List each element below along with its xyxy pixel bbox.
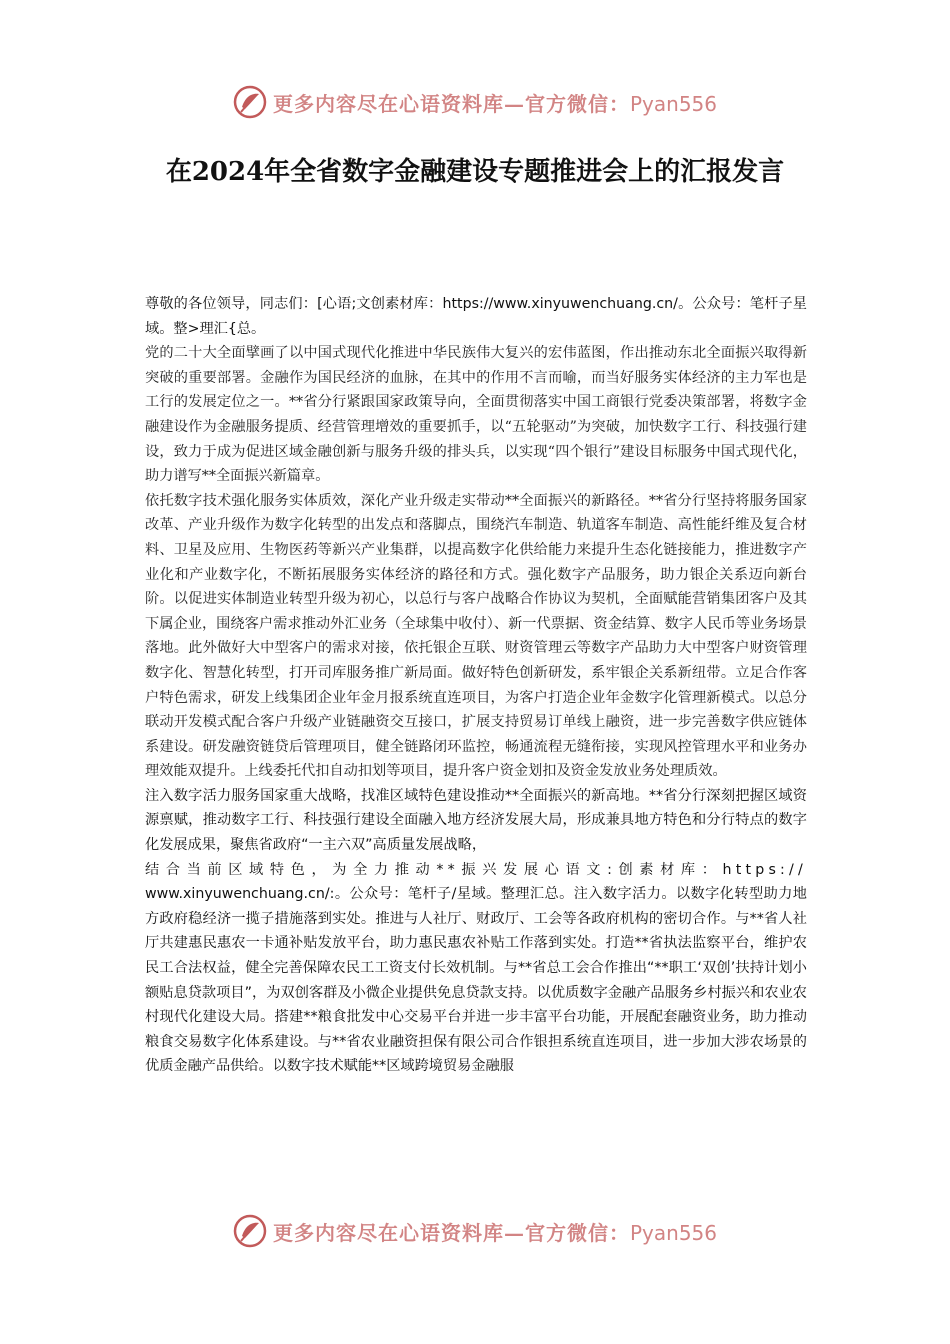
logo-icon: [233, 85, 267, 119]
paragraph-3: 注入数字活力服务国家重大战略，找准区域特色建设推动**全面振兴的新高地。**省分行深刻把握区域资源禀赋，推动数字工行、科技强行建设全面融入地方经济发展大局，形成兼具地方特色和分行特点的数字化发展成果，聚焦省政府“一主六双”高质量发展战略，: [145, 787, 807, 854]
footer-wechat-id: Pyan556: [629, 1220, 717, 1245]
header-wechat-id: Pyan556: [629, 91, 717, 116]
page-title: 在2024年全省数字金融建设专题推进会上的汇报发言: [165, 157, 785, 187]
logo-icon: [233, 1214, 267, 1248]
footer-banner: [0, 1209, 950, 1253]
header-banner: [0, 80, 950, 124]
paragraph-2: 依托数字技术强化服务实体质效，深化产业升级走实带动**全面振兴的新路径。**省分行坚持将服务国家改革、产业升级作为数字化转型的出发点和落脚点，围绕汽车制造、轨道客车制造、高性能纤维及复合材料、卫星及应用、生物医药等新兴产业集群，以提高数字化供给能力来提升生态化链接能力，推进数字产业化和产业数字化，不断拓展服务实体经济的路径和方式。强化数字产品服务，助力银企关系迈向新台阶。以促进实体制造业转型升级为初心，以总行与客户战略合作协议为契机，全面赋能营销集团客户及其下属企业，围绕客户需求推动外汇业务（全球集中收付）、新一代票据、资金结算、数字人民币等业务场景落地。此外做好大中型客户的需求对接，依托银企互联、财资管理云等数字产品助力大中型客户财资管理数字化、智慧化转型，打开司库服务推广新局面。做好特色创新研发，系牢银企关系新纽带。立足合作客户特色需求，研发上线集团企业年金月报系统直连项目，为客户打造企业年金数字化管理新模式。以总分联动开发模式配合客户升级产业链融资交互接口，扩展支持贸易订单线上融资，进一步完善数字供应链体系建设。研发融资链贷后管理项目，健全链路闭环监控，畅通流程无缝衔接，实现风控管理水平和业务办理效能双提升。上线委托代扣自动扣划等项目，提升客户资金划扣及资金发放业务处理质效。: [145, 492, 807, 780]
paragraph-1: 党的二十大全面擘画了以中国式现代化推进中华民族伟大复兴的宏伟蓝图，作出推动东北全面振兴取得新突破的重要部署。金融作为国民经济的血脉，在其中的作用不言而喻，而当好服务实体经济的主力军也是工行的发展定位之一。**省分行紧跟国家政策导向，全面贯彻落实中国工商银行党委决策部署，将数字金融建设作为金融服务提质、经营管理增效的重要抓手，以“五轮驱动”为突破，加快数字工行、科技强行建设，致力于成为促进区域金融创新与服务升级的排头兵，以实现“四个银行”建设目标服务中国式现代化，助力谱写**全面振兴新篇章。: [145, 345, 807, 485]
paragraph-3-continued: 结合当前区域特色，为全力推动**振兴发展心语文:创素材库：https://: [145, 861, 807, 878]
paragraph-salutation: 尊敬的各位领导，同志们：[心语;文创素材库：https://www.xinyuwenchuang.cn/。公众号：笔杆子星域。整>理汇{总。: [145, 296, 807, 337]
footer-banner-text: 更多内容尽在心语资料库—官方微信：Pyan556: [272, 1220, 717, 1245]
header-banner-text: 更多内容尽在心语资料库—官方微信：Pyan556: [272, 91, 717, 116]
document-body: [145, 292, 807, 1079]
paragraph-4: www.xinyuwenchuang.cn/:。公众号：笔杆子/星域。整理汇总。注入数字活力。以数字化转型助力地方政府稳经济一揽子措施落到实处。推进与人社厅、财政厅、工会等各政府机构的密切合作。与**省人社厅共建惠民惠农一卡通补贴发放平台，助力惠民惠农补贴工作落到实处。打造**省执法监察平台，维护农民工合法权益，健全完善保障农民工工资支付长效机制。与**省总工会合作推出“**职工‘双创’扶持计划小额贴息贷款项目”，为双创客群及小微企业提供免息贷款支持。以优质数字金融产品服务乡村振兴和农业农村现代化建设大局。搭建**粮食批发中心交易平台并进一步丰富平台功能，开展配套融资业务，助力推动粮食交易数字化体系建设。与**省农业融资担保有限公司合作银担系统直连项目，进一步加大涉农场景的优质金融产品供给。以数字技术赋能**区域跨境贸易金融服: [145, 886, 807, 1075]
